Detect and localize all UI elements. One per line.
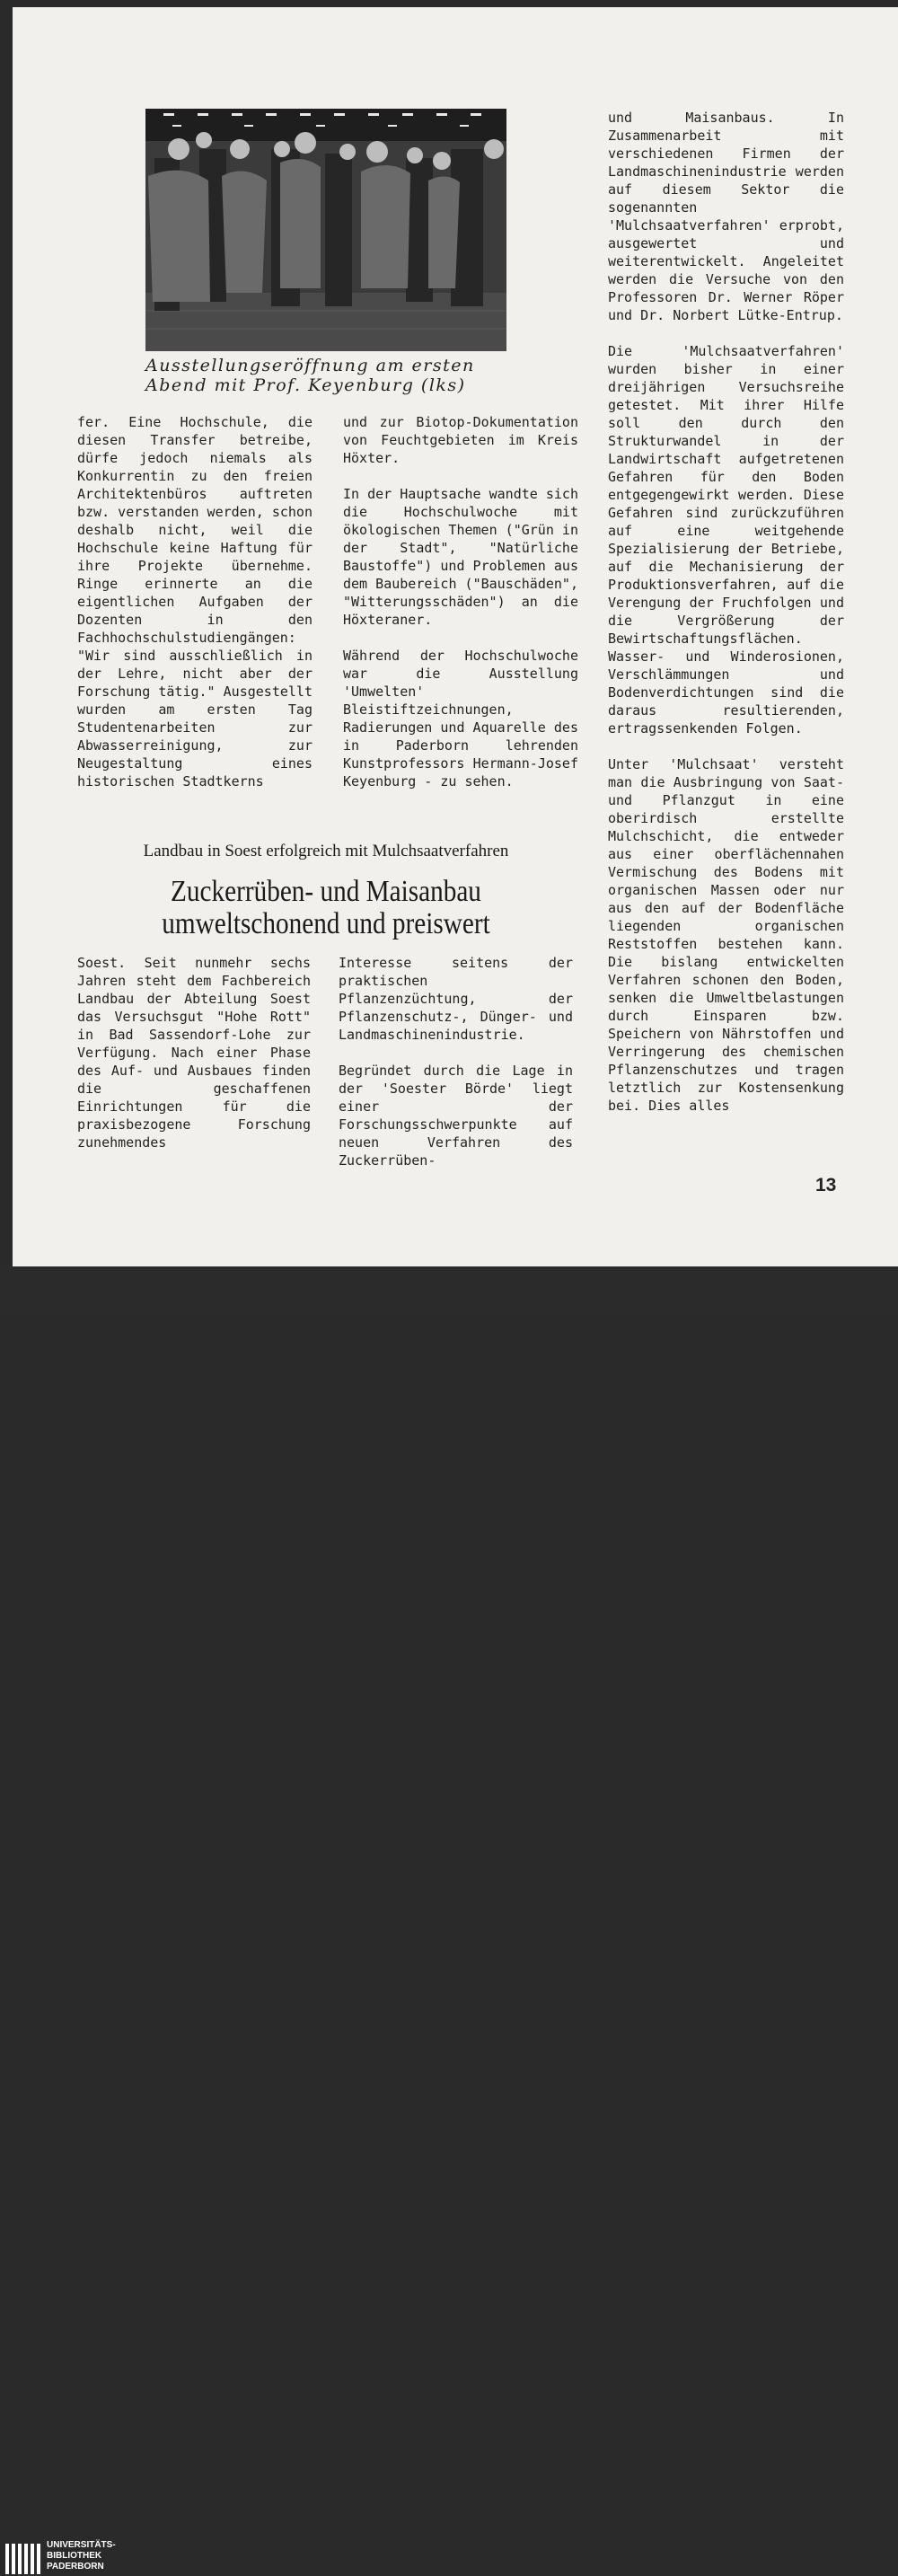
paragraph: Begründet durch die Lage in der 'Soester Börde' liegt einer der Forschungsschwerpunkte auf neuen Verfahren des Zuckerrüben- bbox=[339, 1063, 573, 1169]
exhibition-photo bbox=[145, 109, 506, 351]
logo-line: PADERBORN bbox=[47, 2562, 104, 2572]
library-logo-icon bbox=[5, 2540, 41, 2576]
paragraph: Interesse seitens der praktischen Pflanzenzüchtung, der Pflanzenschutz-, Dünger- und Landmaschinenindustrie. bbox=[339, 955, 573, 1043]
logo-line: BIBLIOTHEK bbox=[47, 2551, 102, 2561]
group-photo-illustration bbox=[145, 109, 506, 351]
page-number: 13 bbox=[815, 1175, 837, 1195]
paragraph: Während der Hochschulwoche war die Ausstellung 'Umwelten' Bleistiftzeichnungen, Radierungen und Aquarelle des in Paderborn lehrenden Kunstprofessors Hermann-Josef Keyenburg - zu sehen. bbox=[343, 648, 578, 790]
paragraph: und Maisanbaus. In Zusammenarbeit mit verschiedenen Firmen der Landmaschinenindustrie werden auf diesem Sektor die sogenannten 'Mulchsaatverfahren' erprobt, ausgewertet und weiterentwickelt. Angeleitet werden die Versuche von den Professoren Dr. Werner Röper und Dr. Norbert Lütke-Entrup. bbox=[608, 110, 844, 323]
column-right bbox=[608, 109, 844, 1133]
library-logo-text bbox=[47, 2540, 116, 2572]
caption-line: Abend mit Prof. Keyenburg (lks) bbox=[145, 375, 466, 395]
column-middle-lower bbox=[339, 954, 573, 1187]
paragraph: Die 'Mulchsaatverfahren' wurden bisher in einer dreijährigen Versuchsreihe getestet. Mit ihrer Hilfe soll den durch den Strukturwandel in der Landwirtschaft aufgetretenen Gefahren für den Boden entgegengewirkt werden. Diese Gefahren sind zurückzuführen auf eine weitgehende Spezialisierung der Betriebe, auf die Mechanisierung der Produktionsverfahren, auf die Verengung der Fruchfolgen und die Vergrößerung der Bewirtschaftungsflächen. Wasser- und Winderosionen, Verschlämmungen und Bodenverdichtungen sind die daraus resultierenden, ertragssenkenden Folgen. bbox=[608, 343, 844, 737]
column-left-upper bbox=[77, 413, 313, 808]
article-headline bbox=[108, 876, 545, 940]
headline-line: umweltschonend und preiswert bbox=[162, 907, 490, 940]
paragraph: In der Hauptsache wandte sich die Hochschulwoche mit ökologischen Themen ("Grün in der Stadt", "Natürliche Baustoffe") und Problemen aus dem Baubereich ("Bauschäden", "Witterungsschäden") an die Höxteraner. bbox=[343, 486, 578, 628]
article-kicker: Landbau in Soest erfolgreich mit Mulchsaatverfahren bbox=[143, 842, 509, 860]
paragraph: fer. Eine Hochschule, die diesen Transfer betreibe, dürfe jedoch niemals als Konkurrentin zu den freien Architektenbüros auftreten bzw. verstanden werden, schon deshalb nicht, weil die Hochschule keine Haftung für ihre Projekte übernehme. Ringe erinnerte an die eigentlichen Aufgaben der Dozenten in den Fachhochschulstudiengängen: "Wir sind ausschließlich in der Lehre, nicht aber der Forschung tätig." Ausgestellt wurden am ersten Tag Studentenarbeiten zur Abwasserreinigung, zur Neugestaltung eines historischen Stadtkerns bbox=[77, 414, 313, 790]
column-left-lower bbox=[77, 954, 311, 1169]
logo-line: UNIVERSITÄTS- bbox=[47, 2540, 116, 2550]
column-middle-upper bbox=[343, 413, 578, 808]
caption-line: Ausstellungseröffnung am ersten bbox=[145, 356, 475, 375]
photo-caption bbox=[145, 356, 523, 395]
headline-line: Zuckerrüben- und Maisanbau bbox=[171, 875, 481, 908]
library-logo bbox=[5, 2540, 149, 2576]
paragraph: Unter 'Mulchsaat' versteht man die Ausbringung von Saat- und Pflanzgut in eine oberirdisch erstellte Mulchschicht, die entweder aus einer oberflächennahen Vermischung des Bodens mit organischen Massen oder nur aus den auf der Bodenfläche liegenden organischen Reststoffen bestehen kann. Die bislang entwickelten Verfahren schonen den Boden, senken die Umweltbelastungen durch Einsparen bzw. Speichern von Nährstoffen und Verringerung des chemischen Pflanzenschutzes und tragen letztlich zur Kostensenkung bei. Dies alles bbox=[608, 756, 844, 1114]
paragraph: Soest. Seit nunmehr sechs Jahren steht dem Fachbereich Landbau der Abteilung Soest das Versuchsgut "Hohe Rott" in Bad Sassendorf-Lohe zur Verfügung. Nach einer Phase des Auf- und Ausbaues finden die geschaffenen Einrichtungen für die praxisbezogene Forschung zunehmendes bbox=[77, 955, 311, 1151]
scan-footer bbox=[0, 1266, 898, 2572]
paragraph: und zur Biotop-Dokumentation von Feuchtgebieten im Kreis Höxter. bbox=[343, 414, 578, 466]
